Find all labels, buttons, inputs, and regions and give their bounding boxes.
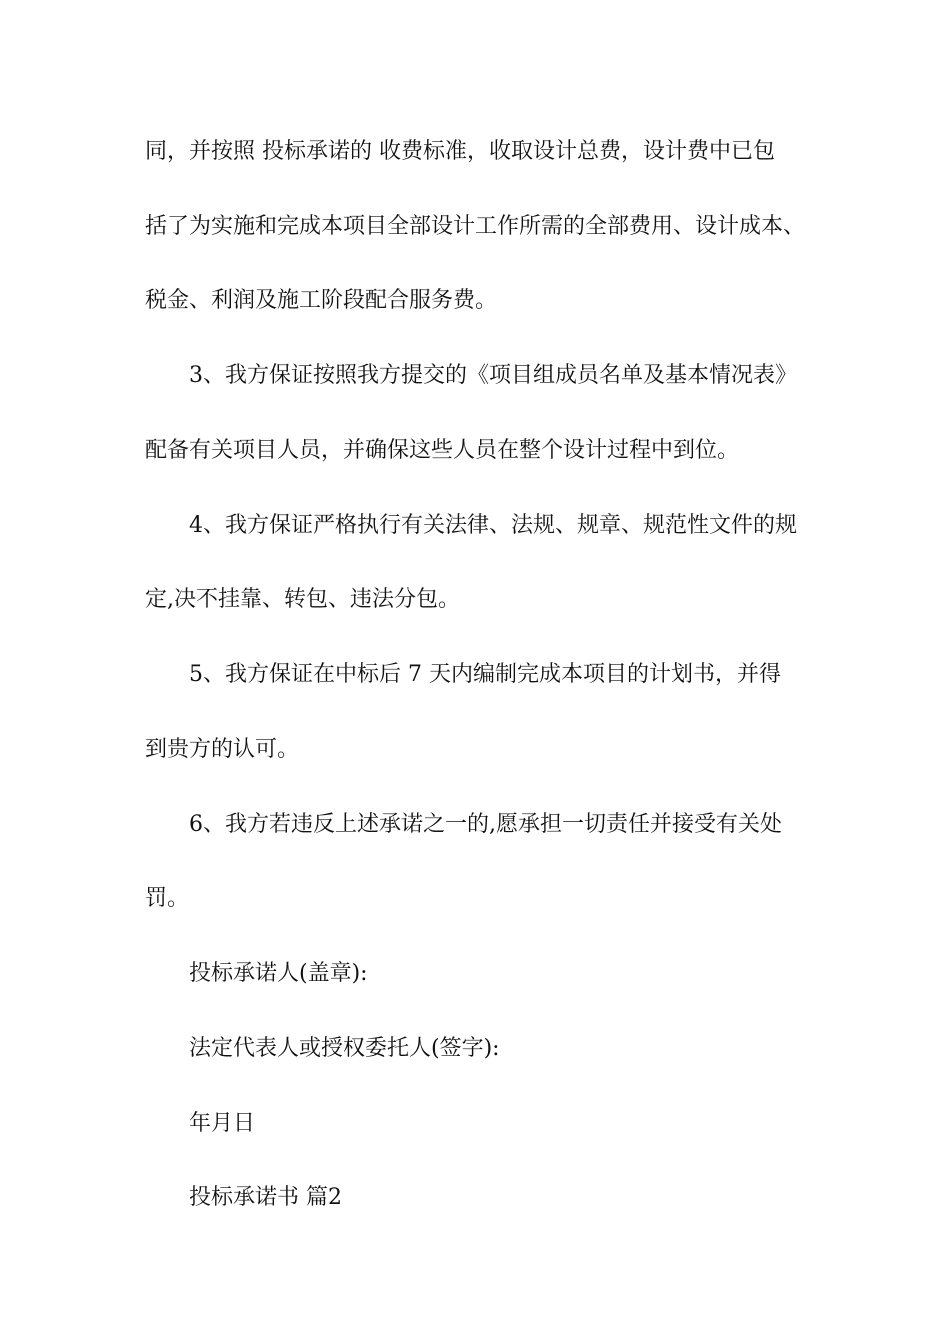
paragraph-line: 括了为实施和完成本项目全部设计工作所需的全部费用、设计成本、 [145,214,806,239]
paragraph-line: 定,决不挂靠、转包、违法分包。 [145,587,460,612]
paragraph-line: 3、我方保证按照我方提交的《项目组成员名单及基本情况表》 [189,363,797,388]
paragraph-line: 同，并按照 投标承诺的 收费标准，收取设计总费，设计费中已包 [145,139,775,164]
paragraph-line: 税金、利润及施工阶段配合服务费。 [145,288,498,313]
paragraph-line: 6、我方若违反上述承诺之一的,愿承担一切责任并接受有关处 [189,812,782,837]
date-line: 年月日 [189,1111,256,1136]
section-heading: 投标承诺书 篇2 [189,1185,342,1210]
paragraph-line: 5、我方保证在中标后 7 天内编制完成本项目的计划书，并得 [189,662,781,687]
representative-signature-line: 法定代表人或授权委托人(签字): [189,1036,500,1061]
bidder-seal-line: 投标承诺人(盖章): [189,961,368,986]
paragraph-line: 罚。 [145,886,190,911]
paragraph-line: 到贵方的认可。 [145,737,300,762]
paragraph-line: 配备有关项目人员，并确保这些人员在整个设计过程中到位。 [145,438,740,463]
paragraph-line: 4、我方保证严格执行有关法律、法规、规章、规范性文件的规 [189,513,797,538]
